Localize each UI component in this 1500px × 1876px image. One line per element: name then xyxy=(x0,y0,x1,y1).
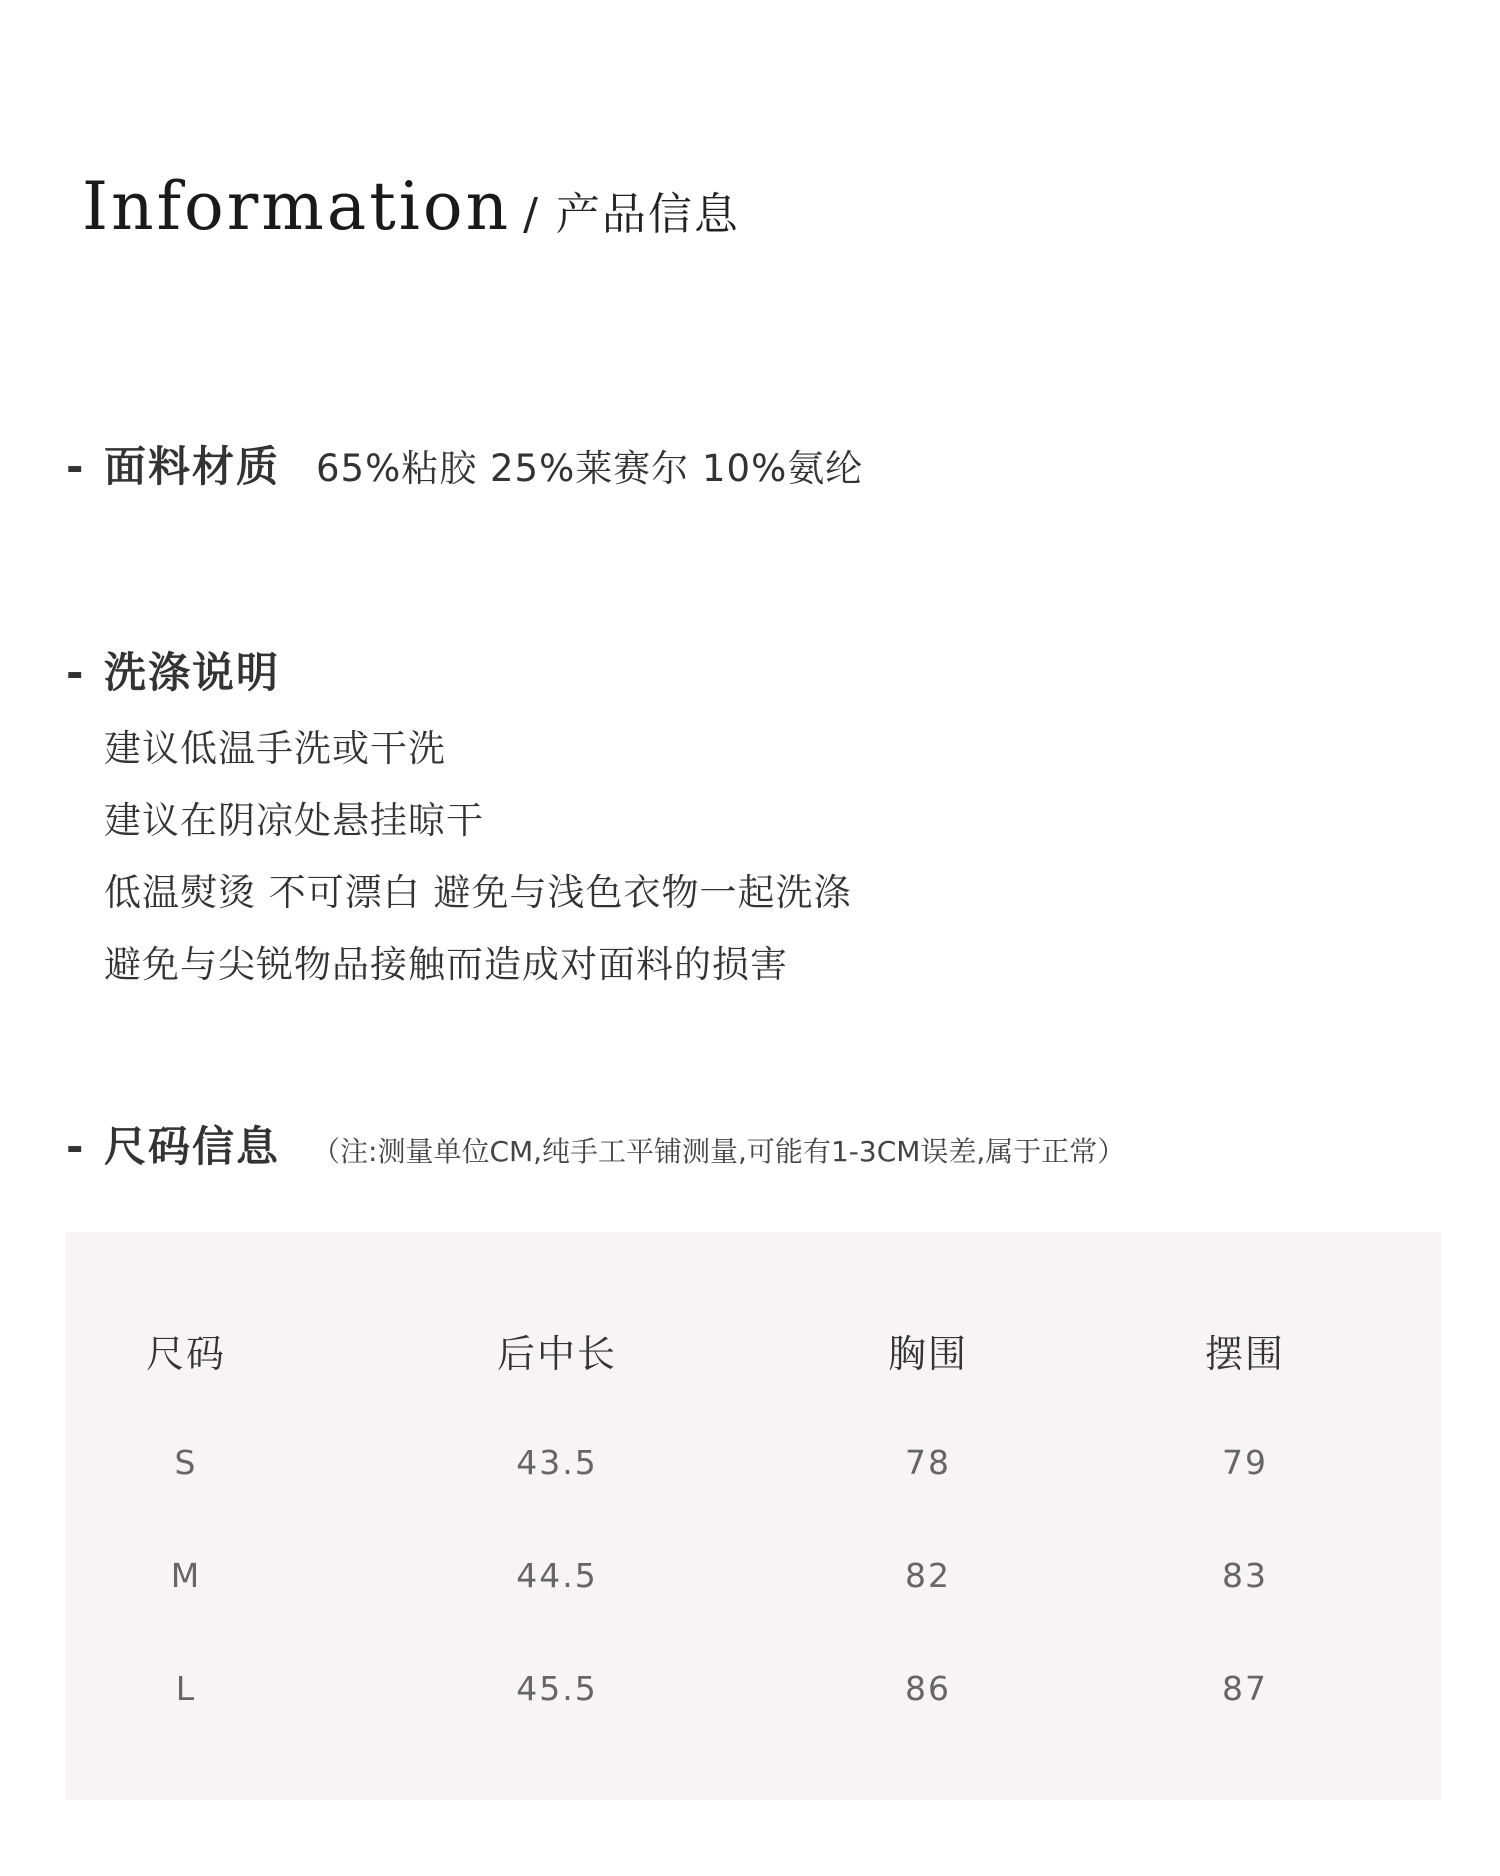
table-header-row xyxy=(65,1232,1441,1406)
header-hem: 摆围 xyxy=(1204,1331,1285,1376)
header-title-cn: / 产品信息 xyxy=(523,189,740,240)
table-row xyxy=(65,1632,1441,1745)
washing-title: 洗涤说明 xyxy=(104,648,281,697)
washing-item: 避免与尖锐物品接触而造成对面料的损害 xyxy=(104,943,788,986)
washing-section xyxy=(66,640,280,700)
size-title: 尺码信息 xyxy=(104,1122,281,1171)
cell-back-length: 45.5 xyxy=(516,1669,598,1708)
cell-bust: 86 xyxy=(905,1669,951,1708)
cell-size: S xyxy=(174,1443,198,1482)
page-header xyxy=(82,168,740,245)
bullet-dash: - xyxy=(66,648,84,697)
washing-item: 建议低温手洗或干洗 xyxy=(104,727,446,770)
cell-bust: 78 xyxy=(905,1443,951,1482)
header-title-en: Information xyxy=(82,168,512,245)
cell-size: M xyxy=(170,1556,202,1595)
cell-bust: 82 xyxy=(905,1556,951,1595)
washing-item: 低温熨烫 不可漂白 避免与浅色衣物一起洗涤 xyxy=(104,871,852,914)
cell-back-length: 44.5 xyxy=(516,1556,598,1595)
table-row xyxy=(65,1519,1441,1632)
header-bust: 胸围 xyxy=(887,1331,968,1376)
fabric-section xyxy=(66,434,863,494)
size-section xyxy=(66,1114,1125,1174)
cell-back-length: 43.5 xyxy=(516,1443,598,1482)
washing-item: 建议在阴凉处悬挂晾干 xyxy=(104,799,484,842)
header-back-length: 后中长 xyxy=(496,1331,617,1376)
cell-hem: 83 xyxy=(1222,1556,1268,1595)
bullet-dash: - xyxy=(66,1122,84,1171)
cell-hem: 79 xyxy=(1222,1443,1268,1482)
cell-size: L xyxy=(175,1669,197,1708)
fabric-value: 65%粘胶 25%莱赛尔 10%氨纶 xyxy=(316,447,864,490)
size-table-panel xyxy=(65,1232,1441,1800)
washing-instructions xyxy=(104,722,852,1010)
header-size: 尺码 xyxy=(145,1331,226,1376)
size-note: （注:测量单位CM,纯手工平铺测量,可能有1-3CM误差,属于正常） xyxy=(312,1135,1126,1168)
fabric-title: 面料材质 xyxy=(104,442,281,491)
size-table xyxy=(65,1232,1441,1745)
cell-hem: 87 xyxy=(1222,1669,1268,1708)
table-row xyxy=(65,1406,1441,1519)
bullet-dash: - xyxy=(66,442,84,491)
